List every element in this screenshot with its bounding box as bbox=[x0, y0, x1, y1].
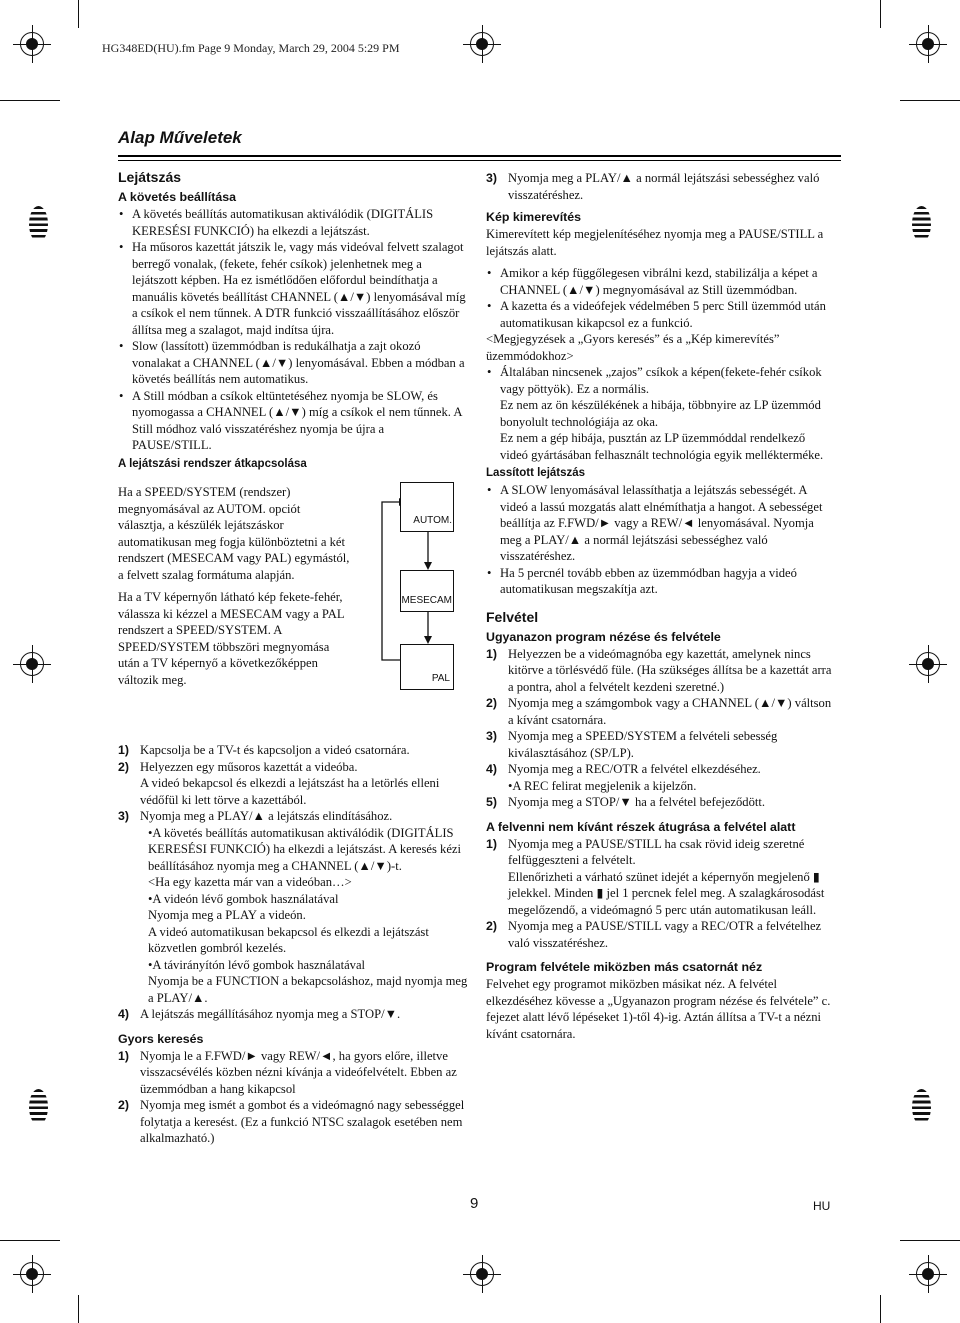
subheading-ugyanazon: Ugyanazon program nézése és felvétele bbox=[486, 629, 721, 644]
step-item bbox=[118, 759, 470, 776]
bullet-item: • A követés beállítás automatikusan aktiválódik (DIGITÁLIS KERESÉSI FUNKCIÓ) ha elkezdi a lejátszást. bbox=[118, 206, 466, 239]
step-number: 1) bbox=[118, 743, 130, 757]
note: <Megjegyzések a „Gyors keresés” és a „Kép kimerevítés” üzemmódokhoz> bbox=[486, 332, 780, 363]
step-item bbox=[486, 918, 836, 951]
step-note: <Ha egy kazetta már van a videóban…> bbox=[148, 875, 352, 889]
step-text: Helyezzen be a videómagnóba egy kazettát, amelynek nincs kitörve a törlésvédő füle. (Ha szükséges állítsa be a kazettát arra a pontra, ahol a felvételt kezdeni szeretné.) bbox=[508, 646, 832, 694]
step-number: 4) bbox=[118, 1007, 130, 1021]
step-note: Ellenőrizheti a várható szünet idejét a képernyőn megjelenő ▮ jelekkel. Minden ▮ jel 1 percnek felel meg. A szalagkárosodást megelőzendő, a videómagnó 5 perc után automatikusan leáll. bbox=[508, 869, 825, 917]
step-text: Nyomja meg a PAUSE/STILL ha csak rövid ideig szeretné felfüggeszteni a felvételt. bbox=[508, 836, 805, 867]
paragraph: Ha a SPEED/SYSTEM (rendszer) megnyomásával az AUTOM. opciót választja, a készülék lejátszáskor automatikusan meg fogja különböztetni a két rendszert (MESECAM vagy PAL) egymástól, a felvett szalag formátuma alapján. bbox=[118, 485, 350, 582]
step-number: 1) bbox=[486, 646, 498, 661]
language-code: HU bbox=[813, 1199, 831, 1213]
step-note: •A követés beállítás automatikusan aktiválódik (DIGITÁLIS KERESÉSI FUNKCIÓ) ha elkezdi a lejátszást. A keresés kézi beállításához nyomja meg a CHANNEL (▲/▼)-t. bbox=[148, 825, 462, 873]
step-text: Nyomja meg a SPEED/SYSTEM a felvételi sebesség kiválasztásához (SP/LP). bbox=[508, 729, 778, 760]
step-item bbox=[118, 742, 470, 759]
title-rule-thin bbox=[118, 160, 841, 161]
step-note: •A REC felirat megjelenik a kijelzőn. bbox=[508, 778, 697, 793]
subheading-atugras: A felvenni nem kívánt részek átugrása a felvétel alatt bbox=[486, 819, 796, 834]
registration-mark-top-left bbox=[20, 32, 44, 56]
file-header: HG348ED(HU).fm Page 9 Monday, March 29, 2004 5:29 PM bbox=[102, 41, 400, 55]
page-title: Alap Műveletek bbox=[118, 128, 242, 147]
registration-oval bbox=[29, 206, 48, 242]
step-text: Nyomja meg a PLAY/▲ a normál lejátszási sebességhez való visszatéréshez. bbox=[508, 171, 820, 202]
subheading-kep: Kép kimerevítés bbox=[486, 210, 582, 224]
bullet-item: • A SLOW lenyomásával lelassíthatja a lejátszás sebességét. A videó a lassú mozgatás alatt elnémíthatja a hangot. A sebességet beállítja az F.FWD/► vagy a REW/◄ lenyomásával. Nyomja meg a PLAY/▲ a normál lejátszási sebességhez való visszatéréshez. bbox=[486, 482, 836, 565]
registration-mark-right bbox=[916, 652, 940, 676]
crop-mark bbox=[78, 1295, 79, 1323]
step-note: Nyomja meg a PLAY a videón. bbox=[148, 908, 306, 922]
section-heading-felvetel: Felvétel bbox=[486, 608, 539, 625]
step-text: Kapcsolja be a TV-t és kapcsoljon a videó csatornára. bbox=[140, 743, 410, 757]
crop-mark bbox=[0, 100, 60, 101]
right-column bbox=[486, 170, 836, 1042]
step-item bbox=[118, 1006, 470, 1023]
paragraph: Felvehet egy programot miközben másikat néz. A felvétel elkezdéséhez kövesse a „Ugyanazon program nézése és felvétele” c. fejezet alatt lévő lépéseket 1)-től 4)-ig. Aztán állítsa a TV-t a nézni kívánt csatornára. bbox=[486, 977, 831, 1041]
step-text: Nyomja meg ismét a gombot és a videómagnó nagy sebességgel folytatja a keresést. (Ez a funkció NTSC szalagok esetében nem alkalmazható.) bbox=[140, 1098, 465, 1145]
registration-mark-top-right bbox=[916, 32, 940, 56]
step-item bbox=[118, 808, 470, 825]
crop-mark bbox=[880, 1295, 881, 1323]
registration-mark-bottom-center bbox=[470, 1262, 494, 1286]
step-text: Nyomja meg a PLAY/▲ a lejátszás elindításához. bbox=[140, 809, 393, 823]
registration-mark-top-center bbox=[470, 32, 494, 56]
bullet-item: • A Still módban a csíkok eltüntetéséhez nyomja be SLOW, és nyomogassa a CHANNEL (▲/▼) míg a csíkok el nem tűnnek. A Still módhoz való visszatéréshez nyomja be újra a PAUSE/STILL. bbox=[118, 388, 466, 454]
registration-mark-bottom-left bbox=[20, 1262, 44, 1286]
bullet-item: • Általában nincsenek „zajos” csíkok a képen(fekete-fehér csíkok vagy pöttyök). Ez a normális. bbox=[486, 364, 836, 397]
note: Ez nem az ön készülékének a hibája, többnyire az LP üzemmód bonyolult technológiája az oka. bbox=[500, 398, 821, 429]
tv-screen-mesecam bbox=[400, 570, 454, 612]
step-number: 2) bbox=[118, 1098, 130, 1112]
step-item bbox=[486, 170, 836, 203]
note: Ez nem a gép hibája, pusztán az LP üzemmóddal rendelkező videó gyártásában felhasznált technológia egyik mellékterméke. bbox=[500, 431, 824, 462]
step-number: 2) bbox=[486, 696, 498, 710]
registration-mark-left bbox=[20, 652, 44, 676]
tv-label: MESECAM bbox=[401, 594, 452, 606]
step-number: 3) bbox=[118, 809, 130, 823]
subheading-lassitott: Lassított lejátszás bbox=[486, 467, 586, 479]
step-item bbox=[486, 794, 836, 811]
paragraph: Kimerevített kép megjelenítéséhez nyomja meg a PAUSE/STILL a lejátszás alatt. bbox=[486, 227, 824, 258]
step-note: •A távirányítón lévő gombok használatával bbox=[148, 957, 366, 972]
step-item bbox=[486, 836, 836, 869]
step-text: Nyomja le a F.FWD/► vagy REW/◄, ha gyors előre, illetve visszacsévélés közben nézni kívánja a videófelvételt. Ebben az üzemmódban a hang kikapcsol bbox=[140, 1048, 457, 1096]
registration-oval bbox=[912, 206, 931, 242]
bullet-item: • Ha 5 percnél tovább ebben az üzemmódban hagyja a videó automatikusan megszakítja azt. bbox=[486, 565, 836, 598]
step-item bbox=[118, 1097, 470, 1147]
tv-label: AUTOM. bbox=[413, 514, 452, 526]
step-item bbox=[486, 695, 836, 728]
subheading-koveto: A követés beállítása bbox=[118, 190, 237, 204]
registration-oval bbox=[912, 1089, 931, 1125]
step-item bbox=[486, 761, 836, 778]
step-item bbox=[486, 728, 836, 761]
left-column-top bbox=[118, 168, 466, 473]
step-text: Nyomja meg a számgombok vagy a CHANNEL (▲/▼) váltson a kívánt csatornára. bbox=[508, 696, 832, 727]
step-number: 1) bbox=[486, 836, 498, 851]
step-note: •A videón lévő gombok használatával bbox=[148, 891, 339, 906]
bullet-item: • Ha műsoros kazettát játszik le, vagy más videóval felvett szalagot berregő vonalak, (fekete, fehér csíkok) jelenhetnek meg a lejátszott képben. Ha ez ismétlődően előfordul beindíthatja a manuális követés beállítást CHANNEL (▲/▼) lenyomásával míg a csíkok el nem tűnnek. A DTR funkció visszaállításához először állítsa meg a szalagot, majd indítsa újra. bbox=[118, 239, 466, 338]
bullet-item: • A kazetta és a videófejek védelmében 5 perc Still üzemmód után automatikusan kikapcsol ez a funkció. bbox=[486, 298, 836, 331]
tv-cycle-diagram bbox=[370, 482, 470, 692]
crop-mark bbox=[880, 0, 881, 28]
step-text: Nyomja meg a REC/OTR a felvétel elkezdéséhez. bbox=[508, 762, 761, 776]
tv-screen-pal bbox=[400, 644, 454, 690]
crop-mark bbox=[0, 1240, 60, 1241]
subheading-program: Program felvétele miközben más csatornát néz bbox=[486, 960, 763, 974]
step-number: 1) bbox=[118, 1048, 130, 1063]
step-text: Nyomja meg a PAUSE/STILL vagy a REC/OTR a felvételhez való visszatéréshez. bbox=[508, 919, 822, 950]
step-text: Nyomja meg a STOP/▼ ha a felvétel befejeződött. bbox=[508, 795, 766, 809]
step-number: 2) bbox=[486, 919, 498, 933]
page-number: 9 bbox=[470, 1195, 479, 1212]
rendszer-text bbox=[118, 484, 350, 688]
subheading-gyors: Gyors keresés bbox=[118, 1031, 204, 1046]
step-text: Helyezzen egy műsoros kazettát a videóba. bbox=[140, 759, 358, 774]
step-text: A lejátszás megállításához nyomja meg a STOP/▼. bbox=[140, 1007, 401, 1021]
step-note: Nyomja be a FUNCTION a bekapcsoláshoz, majd nyomja meg a PLAY/▲. bbox=[148, 974, 468, 1005]
bullet-item: • Slow (lassított) üzemmódban is redukálhatja a zajt okozó vonalakat a CHANNEL (▲/▼) lenyomásával. Ebben a módban a követés beállítás nem automatikus. bbox=[118, 338, 466, 388]
step-number: 5) bbox=[486, 795, 498, 809]
paragraph: Ha a TV képernyőn látható kép fekete-fehér, válassza ki kézzel a MESECAM vagy a PAL rendszert a SPEED/SYSTEM. A SPEED/SYSTEM többszöri megnyomása után a TV képernyő a következőképpen változik meg. bbox=[118, 590, 345, 687]
title-rule bbox=[118, 155, 841, 157]
bullet-item: • Amikor a kép függőlegesen vibrálni kezd, stabilizálja a képet a CHANNEL (▲/▼) megnyomásával az Still üzemmódban. bbox=[486, 265, 836, 298]
step-number: 4) bbox=[486, 762, 498, 776]
step-note: A videó bekapcsol és elkezdi a lejátszást ha a letörlés elleni védőfül ki lett törve a kazettából. bbox=[140, 776, 440, 807]
left-column-steps bbox=[118, 742, 470, 1147]
crop-mark bbox=[900, 100, 960, 101]
step-number: 3) bbox=[486, 171, 498, 185]
crop-mark bbox=[78, 0, 79, 28]
crop-mark bbox=[900, 1240, 960, 1241]
tv-label: PAL bbox=[431, 672, 450, 684]
step-note: A videó automatikusan bekapcsol és elkezdi a lejátszást közvetlen gombról kezelés. bbox=[148, 924, 429, 955]
registration-mark-bottom-right bbox=[916, 1262, 940, 1286]
step-number: 3) bbox=[486, 729, 498, 743]
tv-screen-autom bbox=[400, 482, 454, 532]
registration-oval bbox=[29, 1089, 48, 1125]
subheading-rendszer: A lejátszási rendszer átkapcsolása bbox=[118, 457, 307, 470]
step-number: 2) bbox=[118, 759, 130, 774]
step-item bbox=[486, 646, 836, 696]
section-heading-lejatszas: Lejátszás bbox=[118, 169, 182, 185]
step-item bbox=[118, 1048, 470, 1098]
